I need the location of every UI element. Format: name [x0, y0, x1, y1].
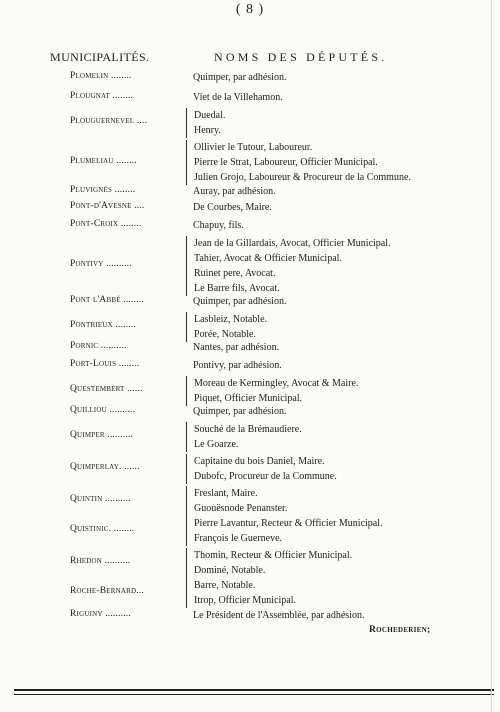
depute-name: Chapuy, fils. — [193, 220, 244, 231]
depute-name: Quimper, par adhésion. — [193, 406, 287, 417]
municipalite-name: Pont l'Abbé ........ — [70, 294, 144, 305]
depute-name: Jean de la Gillardais, Avocat, Officier Municipal. — [194, 238, 391, 249]
depute-name: Nantes, par adhésion. — [193, 342, 280, 353]
municipalite-name: Riguiny .......... — [70, 608, 131, 619]
deputes-brace-group — [186, 376, 358, 406]
depute-name: Freslant, Maire. — [194, 488, 258, 499]
depute-entry — [186, 184, 276, 199]
page-number: ( 8 ) — [235, 2, 265, 17]
municipalite-name: Pontrieux ........ — [70, 320, 137, 330]
bottom-rule-thick — [14, 689, 494, 691]
depute-name: Julien Grojo, Laboureur & Procureur de la Commune. — [194, 172, 411, 183]
depute-name: Porée, Notable. — [194, 329, 256, 340]
depute-entry — [186, 404, 286, 419]
depute-name: Tahier, Avocat & Officier Municipal. — [194, 253, 342, 264]
depute-name: Souché de la Brémaudiere. — [194, 424, 302, 435]
depute-name: Le Président de l'Assemblée, par adhésion. — [193, 610, 365, 621]
depute-name: Dubofc, Procureur de la Commune. — [194, 471, 337, 482]
depute-entry — [186, 358, 282, 373]
municipalite-name: Quistinic. ........ — [70, 524, 135, 534]
deputes-brace-group — [186, 578, 296, 608]
deputes-brace-group — [186, 548, 352, 578]
page-edge — [491, 0, 492, 712]
depute-entry — [186, 200, 272, 215]
depute-name: Quimper, par adhésion. — [193, 72, 287, 83]
municipalite-name: Plomelin ........ — [70, 70, 132, 81]
header-deputes: NOMS DES DÉPUTÉS. — [214, 50, 388, 64]
municipalite-name: Plouguernevel .... — [70, 116, 148, 126]
depute-entry — [186, 340, 279, 355]
header-municipalites: MUNICIPALITÉS. — [50, 50, 150, 64]
depute-name: De Courbes, Maire. — [193, 202, 272, 213]
deputes-brace-group — [186, 236, 391, 296]
municipalite-name: Plougnat ........ — [70, 90, 134, 101]
municipalite-name: Questembert ...... — [70, 384, 143, 394]
municipalite-name: Pont-Croix ........ — [70, 218, 142, 229]
municipalite-name: Pont-d'Avesne .... — [70, 200, 145, 211]
depute-name: Capitaine du bois Daniel, Maire. — [194, 456, 325, 467]
depute-entry — [186, 90, 283, 105]
depute-name: Dominé, Notable. — [194, 565, 266, 576]
depute-name: Moreau de Kermingley, Avocat & Maire. — [194, 378, 359, 389]
depute-entry — [186, 70, 286, 85]
municipalite-name: Quimper .......... — [70, 430, 134, 440]
municipalite-name: Pornic .......... — [70, 340, 127, 351]
depute-name: Ruinet pere, Avocat. — [194, 268, 276, 279]
depute-entry — [186, 294, 286, 309]
depute-entry — [186, 218, 244, 233]
depute-name: Le Goarze. — [194, 439, 239, 450]
signature: Rochederien; — [369, 625, 431, 635]
depute-name: Quimper, par adhésion. — [193, 296, 287, 307]
bottom-rule-thin — [14, 694, 494, 695]
deputes-brace-group — [186, 454, 337, 484]
depute-name: Henry. — [194, 125, 221, 136]
depute-name: Piquet, Officier Municipal. — [194, 393, 303, 404]
municipalite-name: Pluvignés ........ — [70, 184, 136, 195]
deputes-brace-group — [186, 422, 302, 452]
depute-name: Duedal. — [194, 110, 226, 121]
depute-name: Pierre Lavantur, Recteur & Officier Municipal. — [194, 518, 383, 529]
depute-name: François le Guerneve. — [194, 533, 283, 544]
depute-entry — [186, 608, 364, 623]
depute-name: Thomin, Recteur & Officier Municipal. — [194, 550, 353, 561]
depute-name: Auray, par adhésion. — [193, 186, 276, 197]
depute-name: Pontivy, par adhésion. — [193, 360, 282, 371]
municipalite-name: Quintin .......... — [70, 494, 131, 504]
municipalite-name: Quimperlay. ...... — [70, 462, 140, 472]
municipalite-name: Roche-Bernard... — [70, 586, 144, 596]
municipalite-name: Port-Louis ........ — [70, 358, 140, 369]
depute-name: Barre, Notable. — [194, 580, 256, 591]
deputes-brace-group — [186, 312, 267, 342]
depute-name: Le Barre fils, Avocat. — [194, 283, 280, 294]
depute-name: Viet de la Villehamon. — [193, 92, 283, 103]
deputes-brace-group — [186, 140, 411, 185]
depute-name: Guouësnode Penanster. — [194, 503, 288, 514]
municipalite-name: Pontivy .......... — [70, 259, 132, 269]
municipalite-name: Quilliou .......... — [70, 404, 136, 415]
deputes-brace-group — [186, 486, 287, 516]
deputes-brace-group — [186, 516, 383, 546]
depute-name: Ollivier le Tutour, Laboureur. — [194, 142, 313, 153]
depute-name: Itrop, Officier Municipal. — [194, 595, 297, 606]
municipalite-name: Plumeliau ........ — [70, 155, 137, 166]
municipalite-name: Rhedon .......... — [70, 556, 131, 566]
depute-name: Lasbleiz, Notable. — [194, 314, 268, 325]
depute-name: Pierre le Strat, Laboureur, Officier Municipal. — [194, 157, 378, 168]
deputes-brace-group — [186, 108, 225, 138]
